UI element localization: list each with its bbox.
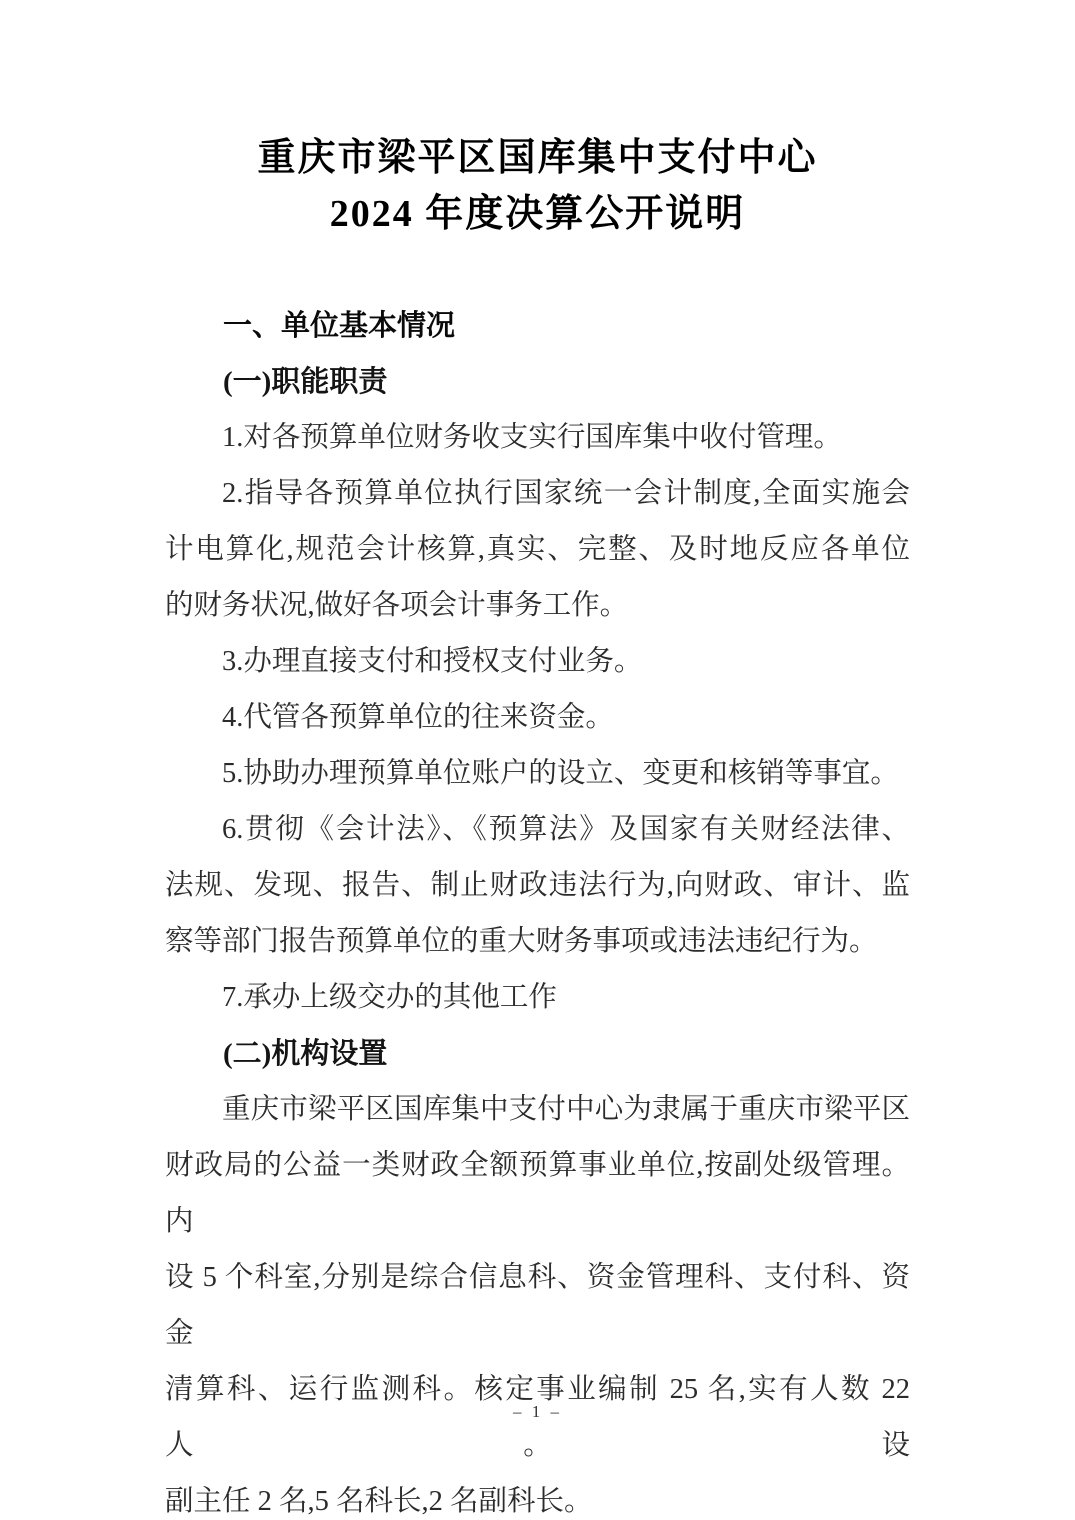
paragraph-line: 副主任 2 名,5 名科长,2 名副科长。	[165, 1486, 593, 1517]
paragraph	[165, 1082, 910, 1520]
paragraph-line: 5.协助办理预算单位账户的设立、变更和核销等事宜。	[222, 758, 899, 789]
paragraph-line: 计电算化,规范会计核算,真实、完整、及时地反应各单位	[165, 534, 910, 565]
paragraph-line: 重庆市梁平区国库集中支付中心为隶属于重庆市梁平区	[222, 1094, 910, 1125]
paragraph-line: 1.对各预算单位财务收支实行国库集中收付管理。	[222, 422, 842, 453]
subsection-heading-duties: (一)职能职责	[223, 366, 388, 398]
paragraph-line: 设 5 个科室,分别是综合信息科、资金管理科、支付科、资金	[165, 1262, 910, 1349]
paragraph-line: 清算科、运行监测科。核定事业编制 25 名,实有人数 22 人。设	[165, 1374, 910, 1461]
paragraph	[165, 634, 910, 690]
paragraph-line: 3.办理直接支付和授权支付业务。	[222, 646, 643, 677]
section-heading-basic-info: 一、单位基本情况	[223, 310, 456, 342]
paragraph	[165, 802, 910, 970]
page-number: – 1 –	[513, 1402, 562, 1421]
subsection-heading-organization: (二)机构设置	[223, 1038, 388, 1070]
paragraph	[165, 746, 910, 802]
document-title-line-1: 重庆市梁平区国库集中支付中心	[257, 137, 818, 179]
paragraph-line: 2.指导各预算单位执行国家统一会计制度,全面实施会	[222, 478, 910, 509]
paragraph	[165, 690, 910, 746]
title-spacer	[165, 242, 910, 298]
paragraph-line: 6.贯彻《会计法》、《预算法》及国家有关财经法律、	[222, 814, 910, 845]
paragraph-line: 7.承办上级交办的其他工作	[222, 982, 557, 1013]
paragraph	[165, 970, 910, 1026]
document-body	[165, 298, 910, 1520]
paragraph-line: 察等部门报告预算单位的重大财务事项或违法违纪行为。	[165, 926, 878, 957]
paragraph	[165, 410, 910, 466]
document-title-line-2: 2024 年度决算公开说明	[329, 193, 746, 235]
paragraph-line: 4.代管各预算单位的往来资金。	[222, 702, 614, 733]
paragraph	[165, 466, 910, 634]
paragraph-line: 财政局的公益一类财政全额预算事业单位,按副处级管理。内	[165, 1150, 910, 1237]
paragraph-line: 法规、发现、报告、制止财政违法行为,向财政、审计、监	[165, 870, 910, 901]
paragraph-line: 的财务状况,做好各项会计事务工作。	[165, 590, 629, 621]
